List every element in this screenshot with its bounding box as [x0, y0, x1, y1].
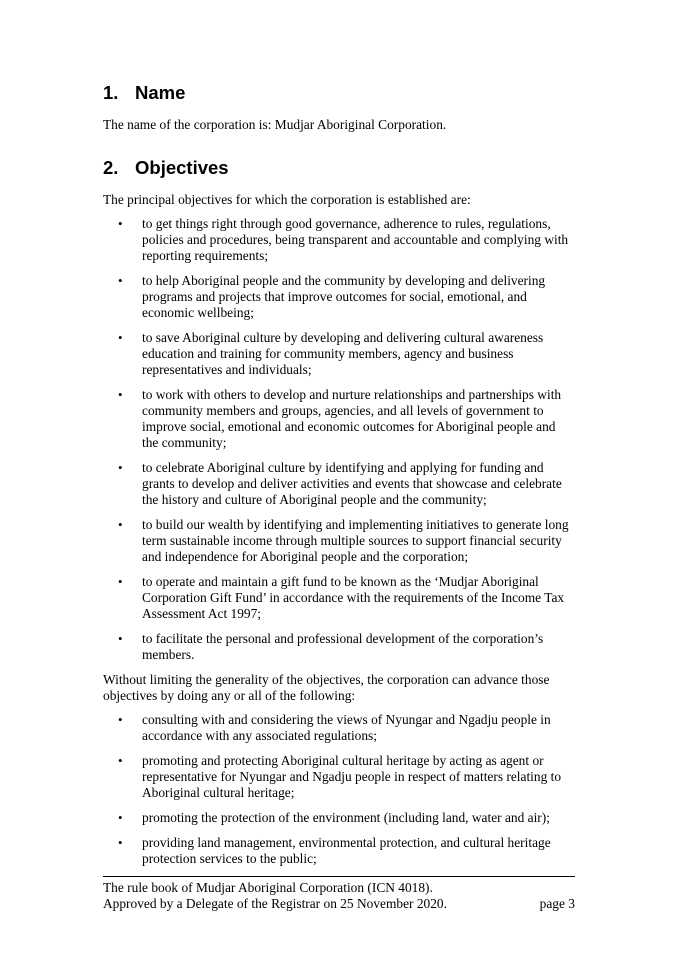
objectives-list: [103, 216, 575, 663]
list-item: [103, 460, 575, 508]
list-item: [103, 835, 575, 867]
list-item: [103, 631, 575, 663]
activity-text: promoting the protection of the environment (including land, water and air);: [142, 810, 550, 825]
list-item: [103, 712, 575, 744]
list-item: [103, 273, 575, 321]
bullet-icon: •: [118, 517, 123, 532]
bullet-icon: •: [118, 273, 123, 288]
list-item: [103, 330, 575, 378]
page-number: page 3: [539, 896, 575, 911]
footer-approval-text: Approved by a Delegate of the Registrar on 25 November 2020.: [103, 896, 447, 911]
list-item: [103, 387, 575, 451]
bullet-icon: •: [118, 631, 123, 646]
section-1-number: 1.: [103, 82, 119, 103]
list-item: [103, 753, 575, 801]
list-item: [103, 517, 575, 565]
list-item: [103, 216, 575, 264]
objective-text: to save Aboriginal culture by developing and delivering cultural awareness education and training for community members, agency and business representatives and individuals;: [142, 330, 544, 377]
limiting-paragraph: Without limiting the generality of the objectives, the corporation can advance those objectives by doing any or all of the following:: [103, 672, 550, 703]
footer-row-1: [103, 880, 575, 896]
bullet-icon: •: [118, 712, 123, 727]
objective-text: to get things right through good governance, adherence to rules, regulations, policies and procedures, being transparent and accountable and complying with reporting requirements;: [142, 216, 569, 263]
bullet-icon: •: [118, 460, 123, 475]
bullet-icon: •: [118, 216, 123, 231]
objective-text: to build our wealth by identifying and implementing initiatives to generate long term sustainable income through multiple sources to support financial security and independence for Aboriginal people and the corporation;: [142, 517, 569, 564]
objective-text: to work with others to develop and nurture relationships and partnerships with community members and groups, agencies, and all levels of government to improve social, emotional and economic outcomes for Aboriginal people and the community;: [142, 387, 562, 450]
corporation-name-text: The name of the corporation is: Mudjar Aboriginal Corporation.: [103, 117, 447, 132]
activity-text: consulting with and considering the views of Nyungar and Ngadju people in accordance with any associated regulations;: [142, 712, 551, 743]
footer-rulebook-text: The rule book of Mudjar Aboriginal Corporation (ICN 4018).: [103, 880, 433, 895]
activity-text: providing land management, environmental protection, and cultural heritage protection services to the public;: [142, 835, 551, 866]
section-2-title: Objectives: [135, 157, 229, 178]
section-2-number: 2.: [103, 157, 119, 178]
activity-text: promoting and protecting Aboriginal cultural heritage by acting as agent or representative for Nyungar and Ngadju people in respect of matters relating to Aboriginal cultural heritage;: [142, 753, 562, 800]
section-1-title: Name: [135, 82, 186, 103]
list-item: [103, 574, 575, 622]
section-1-heading: [103, 82, 575, 104]
page-footer: [103, 876, 575, 912]
footer-row-2: [103, 896, 575, 912]
objective-text: to celebrate Aboriginal culture by identifying and applying for funding and grants to develop and deliver activities and events that showcase and celebrate the history and culture of Aboriginal people and the community;: [142, 460, 562, 507]
list-item: [103, 810, 575, 826]
objective-text: to help Aboriginal people and the community by developing and delivering programs and projects that improve outcomes for social, emotional, and economic wellbeing;: [142, 273, 546, 320]
activities-list: [103, 712, 575, 867]
bullet-icon: •: [118, 835, 123, 850]
page-content: [103, 80, 575, 876]
bullet-icon: •: [118, 574, 123, 589]
objective-text: to facilitate the personal and professional development of the corporation’s members.: [142, 631, 544, 662]
objectives-intro: The principal objectives for which the corporation is established are:: [103, 192, 471, 207]
bullet-icon: •: [118, 810, 123, 825]
bullet-icon: •: [118, 330, 123, 345]
section-2-heading: [103, 157, 575, 179]
bullet-icon: •: [118, 753, 123, 768]
bullet-icon: •: [118, 387, 123, 402]
objective-text: to operate and maintain a gift fund to be known as the ‘Mudjar Aboriginal Corporation Gift Fund’ in accordance with the requirements of the Income Tax Assessment Act 1997;: [142, 574, 565, 621]
